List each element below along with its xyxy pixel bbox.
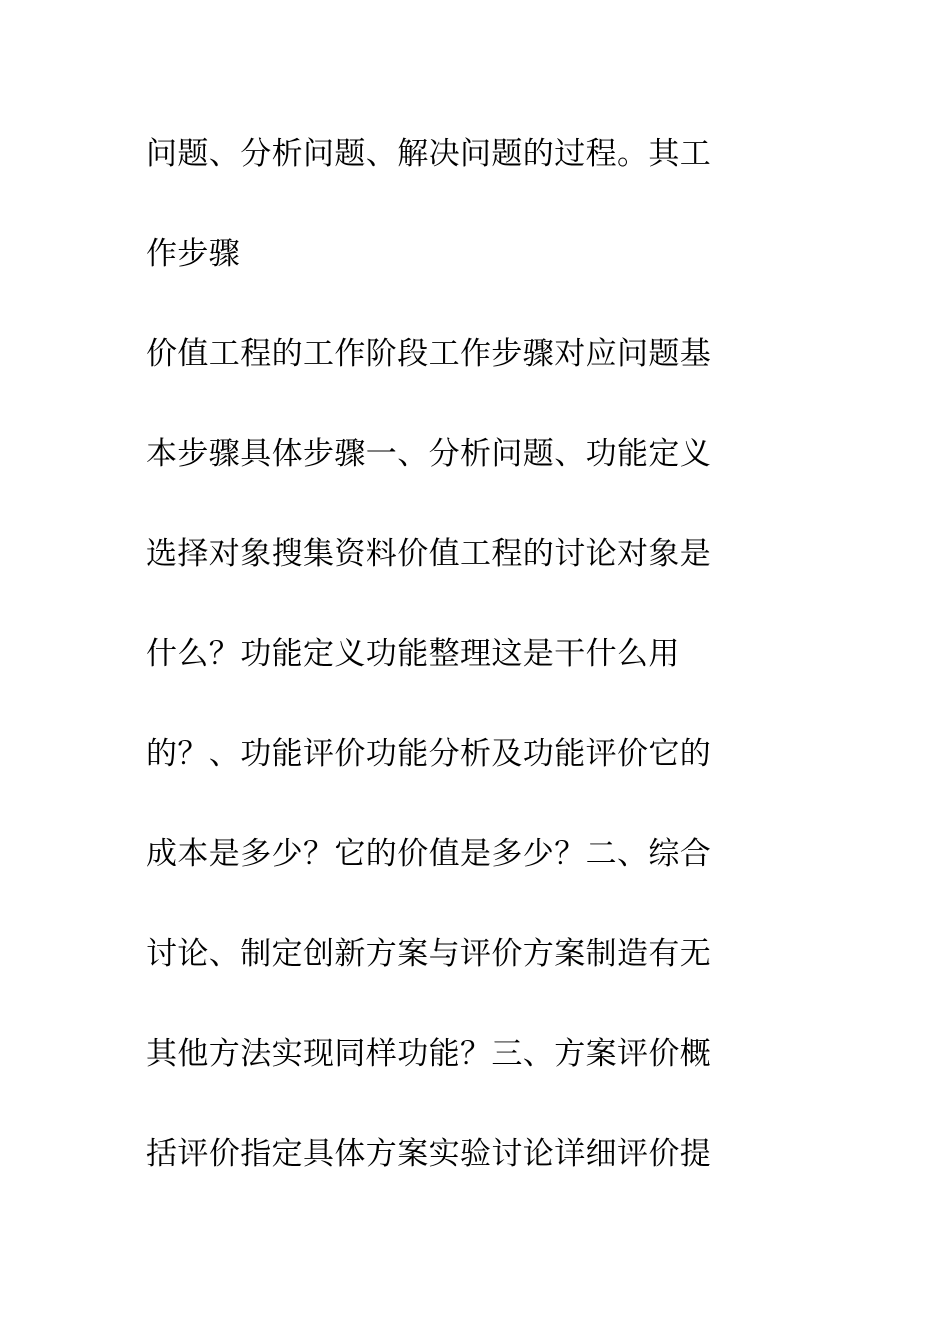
- text-line-6: 什么？功能定义功能整理这是干什么用: [146, 636, 680, 672]
- text-line-11: 括评价指定具体方案实验讨论详细评价提: [146, 1136, 712, 1172]
- text-line-3: 价值工程的工作阶段工作步骤对应问题基: [146, 336, 712, 372]
- text-line-2: 作步骤: [146, 236, 241, 272]
- text-line-4: 本步骤具体步骤一、分析问题、功能定义: [146, 436, 712, 472]
- text-line-1: 问题、分析问题、解决问题的过程。其工: [146, 136, 712, 172]
- text-line-8: 成本是多少？它的价值是多少？二、综合: [146, 836, 712, 872]
- body-text: [146, 122, 786, 1222]
- text-line-5: 选择对象搜集资料价值工程的讨论对象是: [146, 536, 712, 572]
- text-line-7: 的？、功能评价功能分析及功能评价它的: [146, 736, 712, 772]
- text-line-10: 其他方法实现同样功能？三、方案评价概: [146, 1036, 712, 1072]
- text-line-9: 讨论、制定创新方案与评价方案制造有无: [146, 936, 712, 972]
